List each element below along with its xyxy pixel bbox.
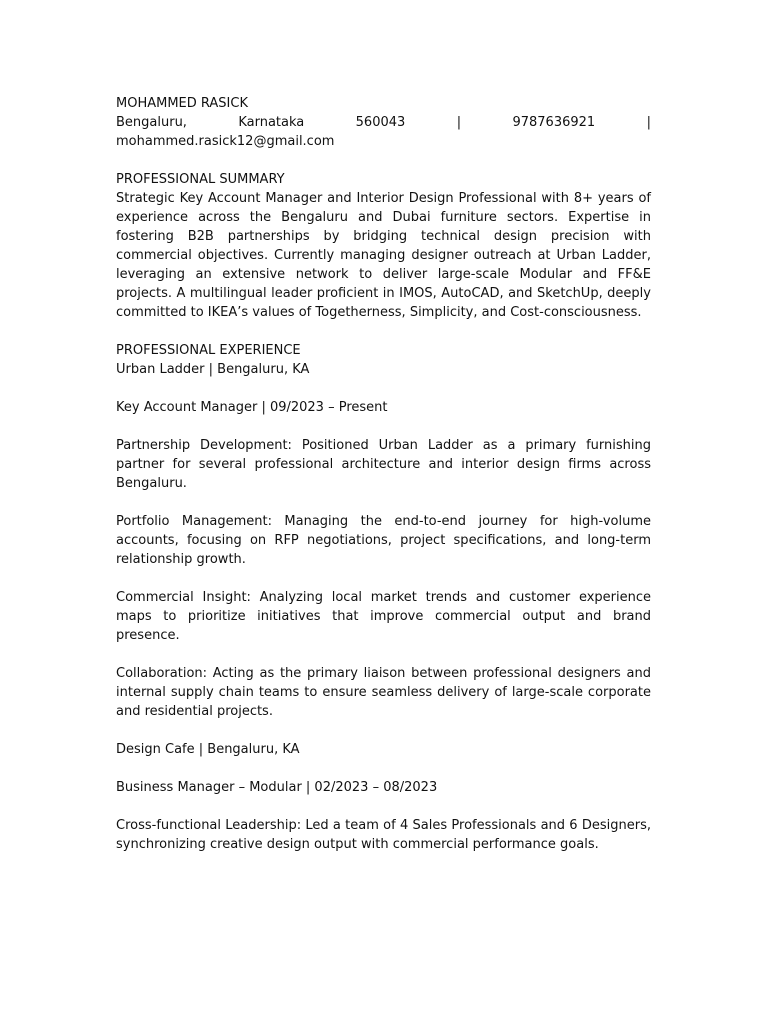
contact-email: mohammed.rasick12@gmail.com xyxy=(116,134,335,149)
job-role: Business Manager – Modular | 02/2023 – 08/2023 xyxy=(116,780,438,795)
job-company: Design Cafe | Bengaluru, KA xyxy=(116,742,300,757)
contact-city: Bengaluru, xyxy=(116,115,187,130)
job-bullet: Cross-functional Leadership: Led a team of 4 Sales Professionals and 6 Designers, synchronizing creative design output with commercial performance goals. xyxy=(116,818,651,852)
job-company: Urban Ladder | Bengaluru, KA xyxy=(116,362,310,377)
experience-heading: PROFESSIONAL EXPERIENCE xyxy=(116,343,301,358)
job-bullet: Commercial Insight: Analyzing local market trends and customer experience maps to prioritize initiatives that improve commercial output and brand presence. xyxy=(116,590,651,643)
job-bullet: Partnership Development: Positioned Urban Ladder as a primary furnishing partner for several professional architecture and interior design firms across Bengaluru. xyxy=(116,438,651,491)
resume-document xyxy=(116,94,651,854)
job-bullet: Portfolio Management: Managing the end-to-end journey for high-volume accounts, focusing on RFP negotiations, project specifications, and long-term relationship growth. xyxy=(116,514,651,567)
summary-text: Strategic Key Account Manager and Interior Design Professional with 8+ years of experience across the Bengaluru and Dubai furniture sectors. Expertise in fostering B2B partnerships by bridging technical design precision with commercial objectives. Currently managing designer outreach at Urban Ladder, leveraging an extensive network to deliver large-scale Modular and FF&E projects. A multilingual leader proficient in IMOS, AutoCAD, and SketchUp, deeply committed to IKEA’s values of Togetherness, Simplicity, and Cost-consciousness. xyxy=(116,191,651,320)
candidate-name: MOHAMMED RASICK xyxy=(116,96,248,111)
contact-separator: | xyxy=(456,115,462,130)
contact-line xyxy=(116,113,651,132)
summary-heading: PROFESSIONAL SUMMARY xyxy=(116,172,285,187)
contact-postcode: 560043 xyxy=(355,115,406,130)
job-bullet: Collaboration: Acting as the primary liaison between professional designers and internal supply chain teams to ensure seamless delivery of large-scale corporate and residential projects. xyxy=(116,666,651,719)
job-role: Key Account Manager | 09/2023 – Present xyxy=(116,400,388,415)
contact-state: Karnataka xyxy=(238,115,305,130)
contact-separator: | xyxy=(646,115,651,130)
contact-phone: 9787636921 xyxy=(512,115,596,130)
